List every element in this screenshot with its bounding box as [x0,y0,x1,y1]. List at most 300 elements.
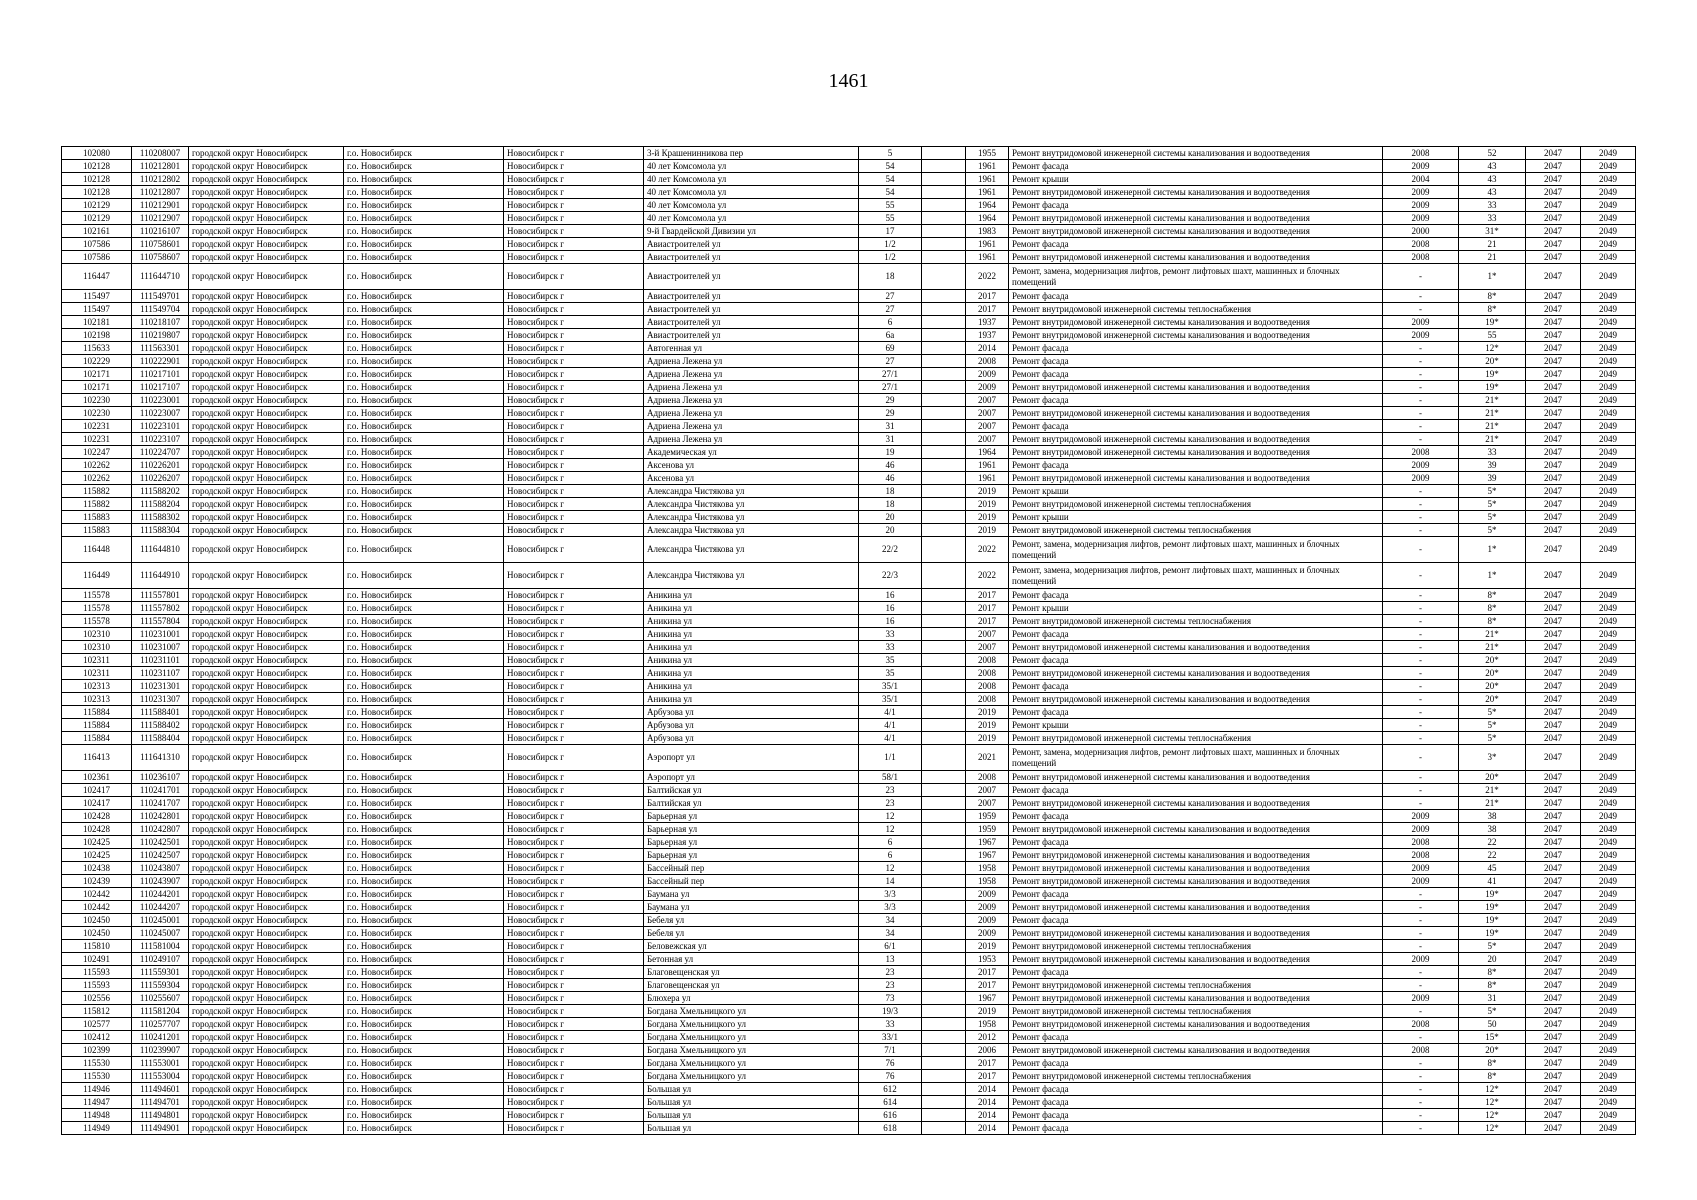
cell-house-id: 115882 [62,485,132,498]
table-row [62,524,1636,537]
cell-work-id: 110758607 [132,251,189,264]
cell-municipality: городской округ Новосибирск [189,693,344,706]
cell-house-number: 33 [859,641,922,654]
table-row [62,628,1636,641]
cell-street: Балтийская ул [644,797,859,810]
cell-house-id: 102450 [62,914,132,927]
cell-settlement: Новосибирск г [504,225,644,238]
cell-last-repair-year: - [1383,940,1459,953]
cell-building [922,849,966,862]
cell-settlement: Новосибирск г [504,199,644,212]
cell-plan-end-year: 2049 [1581,316,1636,329]
cell-plan-start-year: 2047 [1526,368,1581,381]
table-row [62,511,1636,524]
cell-house-number: 6 [859,849,922,862]
cell-plan-start-year: 2047 [1526,485,1581,498]
cell-street: 40 лет Комсомола ул [644,212,859,225]
cell-building [922,355,966,368]
cell-municipality: городской округ Новосибирск [189,589,344,602]
cell-plan-end-year: 2049 [1581,862,1636,875]
cell-locality-district: г.о. Новосибирск [344,1057,504,1070]
cell-locality-district: г.о. Новосибирск [344,810,504,823]
cell-house-id: 115578 [62,615,132,628]
cell-year-built: 2007 [966,628,1009,641]
cell-years-since-repair: 21* [1459,394,1526,407]
cell-last-repair-year: - [1383,420,1459,433]
cell-year-built: 2007 [966,433,1009,446]
cell-years-since-repair: 12* [1459,1096,1526,1109]
cell-work-type: Ремонт фасада [1009,1031,1383,1044]
cell-building [922,1070,966,1083]
cell-house-number: 55 [859,199,922,212]
cell-locality-district: г.о. Новосибирск [344,901,504,914]
cell-house-number: 22/2 [859,537,922,563]
cell-years-since-repair: 8* [1459,615,1526,628]
cell-street: Бебеля ул [644,914,859,927]
cell-year-built: 1967 [966,836,1009,849]
cell-house-number: 5 [859,147,922,160]
table-row [62,901,1636,914]
cell-year-built: 2017 [966,1057,1009,1070]
cell-plan-end-year: 2049 [1581,511,1636,524]
cell-year-built: 2014 [966,1083,1009,1096]
cell-settlement: Новосибирск г [504,615,644,628]
cell-years-since-repair: 38 [1459,810,1526,823]
cell-locality-district: г.о. Новосибирск [344,719,504,732]
cell-plan-end-year: 2049 [1581,264,1636,290]
cell-house-number: 35 [859,667,922,680]
cell-locality-district: г.о. Новосибирск [344,1070,504,1083]
cell-work-type: Ремонт внутридомовой инженерной системы канализования и водоотведения [1009,381,1383,394]
cell-years-since-repair: 8* [1459,979,1526,992]
cell-work-type: Ремонт внутридомовой инженерной системы теплоснабжения [1009,498,1383,511]
cell-building [922,147,966,160]
cell-house-number: 31 [859,433,922,446]
cell-last-repair-year: - [1383,589,1459,602]
cell-locality-district: г.о. Новосибирск [344,732,504,745]
cell-municipality: городской округ Новосибирск [189,615,344,628]
cell-building [922,368,966,381]
cell-year-built: 2008 [966,654,1009,667]
cell-house-id: 115578 [62,589,132,602]
cell-locality-district: г.о. Новосибирск [344,940,504,953]
cell-municipality: городской округ Новосибирск [189,381,344,394]
cell-work-type: Ремонт внутридомовой инженерной системы канализования и водоотведения [1009,446,1383,459]
cell-year-built: 2008 [966,693,1009,706]
cell-municipality: городской округ Новосибирск [189,316,344,329]
cell-year-built: 2009 [966,368,1009,381]
cell-work-type: Ремонт внутридомовой инженерной системы канализования и водоотведения [1009,771,1383,784]
cell-locality-district: г.о. Новосибирск [344,381,504,394]
cell-street: Авиастроителей ул [644,238,859,251]
cell-plan-end-year: 2049 [1581,368,1636,381]
cell-work-id: 110223101 [132,420,189,433]
cell-locality-district: г.о. Новосибирск [344,329,504,342]
cell-years-since-repair: 33 [1459,199,1526,212]
cell-plan-start-year: 2047 [1526,940,1581,953]
cell-last-repair-year: - [1383,290,1459,303]
cell-locality-district: г.о. Новосибирск [344,1031,504,1044]
cell-building [922,797,966,810]
cell-plan-end-year: 2049 [1581,888,1636,901]
table-row [62,719,1636,732]
cell-settlement: Новосибирск г [504,446,644,459]
cell-work-id: 110208007 [132,147,189,160]
cell-year-built: 1961 [966,186,1009,199]
cell-locality-district: г.о. Новосибирск [344,693,504,706]
cell-year-built: 2019 [966,511,1009,524]
cell-settlement: Новосибирск г [504,875,644,888]
cell-work-type: Ремонт внутридомовой инженерной системы канализования и водоотведения [1009,667,1383,680]
cell-work-id: 111557801 [132,589,189,602]
cell-plan-start-year: 2047 [1526,667,1581,680]
cell-plan-start-year: 2047 [1526,771,1581,784]
cell-house-id: 102428 [62,810,132,823]
cell-house-id: 115633 [62,342,132,355]
cell-house-number: 6а [859,329,922,342]
cell-year-built: 2009 [966,888,1009,901]
cell-last-repair-year: - [1383,537,1459,563]
table-row [62,940,1636,953]
cell-work-id: 111641310 [132,745,189,771]
table-row [62,212,1636,225]
cell-locality-district: г.о. Новосибирск [344,667,504,680]
cell-building [922,979,966,992]
cell-house-number: 614 [859,1096,922,1109]
cell-work-id: 111581004 [132,940,189,953]
cell-years-since-repair: 5* [1459,940,1526,953]
cell-year-built: 2014 [966,342,1009,355]
cell-settlement: Новосибирск г [504,147,644,160]
cell-building [922,901,966,914]
cell-last-repair-year: - [1383,355,1459,368]
cell-locality-district: г.о. Новосибирск [344,160,504,173]
cell-building [922,316,966,329]
cell-plan-start-year: 2047 [1526,992,1581,1005]
cell-year-built: 2017 [966,303,1009,316]
table-row [62,888,1636,901]
cell-house-number: 33/1 [859,1031,922,1044]
cell-municipality: городской округ Новосибирск [189,1005,344,1018]
cell-years-since-repair: 20* [1459,355,1526,368]
cell-last-repair-year: - [1383,719,1459,732]
cell-settlement: Новосибирск г [504,784,644,797]
cell-street: Аэропорт ул [644,745,859,771]
cell-plan-end-year: 2049 [1581,394,1636,407]
cell-street: Аникина ул [644,693,859,706]
cell-plan-start-year: 2047 [1526,316,1581,329]
cell-building [922,771,966,784]
cell-year-built: 2019 [966,498,1009,511]
table-row [62,238,1636,251]
cell-building [922,290,966,303]
table-row [62,589,1636,602]
cell-plan-end-year: 2049 [1581,927,1636,940]
cell-work-type: Ремонт внутридомовой инженерной системы канализования и водоотведения [1009,147,1383,160]
cell-plan-end-year: 2049 [1581,472,1636,485]
cell-street: Большая ул [644,1083,859,1096]
cell-plan-start-year: 2047 [1526,849,1581,862]
cell-years-since-repair: 5* [1459,485,1526,498]
cell-years-since-repair: 20 [1459,953,1526,966]
cell-plan-end-year: 2049 [1581,602,1636,615]
cell-years-since-repair: 39 [1459,472,1526,485]
cell-work-id: 111588401 [132,706,189,719]
cell-plan-start-year: 2047 [1526,589,1581,602]
cell-plan-start-year: 2047 [1526,511,1581,524]
cell-plan-start-year: 2047 [1526,654,1581,667]
cell-plan-end-year: 2049 [1581,498,1636,511]
cell-municipality: городской округ Новосибирск [189,667,344,680]
cell-years-since-repair: 1* [1459,537,1526,563]
cell-year-built: 2019 [966,706,1009,719]
cell-locality-district: г.о. Новосибирск [344,888,504,901]
cell-year-built: 2021 [966,745,1009,771]
cell-building [922,992,966,1005]
cell-work-id: 110236107 [132,771,189,784]
cell-years-since-repair: 45 [1459,862,1526,875]
cell-year-built: 2007 [966,797,1009,810]
cell-house-number: 16 [859,589,922,602]
cell-years-since-repair: 12* [1459,1083,1526,1096]
cell-settlement: Новосибирск г [504,589,644,602]
cell-year-built: 2017 [966,615,1009,628]
cell-plan-end-year: 2049 [1581,979,1636,992]
table-row [62,615,1636,628]
table-body [62,147,1636,1135]
cell-locality-district: г.о. Новосибирск [344,654,504,667]
cell-house-number: 35 [859,654,922,667]
cell-work-id: 111559301 [132,966,189,979]
cell-settlement: Новосибирск г [504,940,644,953]
cell-last-repair-year: - [1383,966,1459,979]
cell-plan-end-year: 2049 [1581,238,1636,251]
cell-plan-start-year: 2047 [1526,979,1581,992]
cell-street: Арбузова ул [644,732,859,745]
cell-house-id: 102161 [62,225,132,238]
cell-years-since-repair: 1* [1459,264,1526,290]
cell-house-number: 18 [859,485,922,498]
cell-house-number: 23 [859,784,922,797]
table-row [62,1070,1636,1083]
cell-year-built: 1955 [966,147,1009,160]
table-row [62,264,1636,290]
cell-street: Большая ул [644,1109,859,1122]
cell-years-since-repair: 21* [1459,628,1526,641]
cell-work-id: 111644910 [132,563,189,589]
table-row [62,641,1636,654]
cell-years-since-repair: 33 [1459,446,1526,459]
cell-settlement: Новосибирск г [504,719,644,732]
cell-house-number: 33 [859,628,922,641]
cell-locality-district: г.о. Новосибирск [344,875,504,888]
cell-house-number: 23 [859,979,922,992]
cell-work-type: Ремонт внутридомовой инженерной системы теплоснабжения [1009,615,1383,628]
cell-house-id: 102438 [62,862,132,875]
cell-plan-end-year: 2049 [1581,914,1636,927]
table-row [62,381,1636,394]
cell-locality-district: г.о. Новосибирск [344,290,504,303]
cell-work-id: 110219807 [132,329,189,342]
cell-locality-district: г.о. Новосибирск [344,966,504,979]
table-row [62,953,1636,966]
cell-street: Адриена Лежена ул [644,368,859,381]
cell-house-id: 107586 [62,238,132,251]
cell-plan-start-year: 2047 [1526,732,1581,745]
cell-years-since-repair: 5* [1459,706,1526,719]
cell-work-type: Ремонт внутридомовой инженерной системы канализования и водоотведения [1009,953,1383,966]
cell-locality-district: г.о. Новосибирск [344,589,504,602]
cell-plan-end-year: 2049 [1581,1031,1636,1044]
cell-plan-start-year: 2047 [1526,901,1581,914]
cell-house-number: 19/3 [859,1005,922,1018]
cell-locality-district: г.о. Новосибирск [344,446,504,459]
cell-plan-end-year: 2049 [1581,186,1636,199]
cell-plan-start-year: 2047 [1526,160,1581,173]
cell-municipality: городской округ Новосибирск [189,927,344,940]
cell-last-repair-year: 2008 [1383,446,1459,459]
table-row [62,966,1636,979]
cell-year-built: 2008 [966,771,1009,784]
cell-work-id: 110212907 [132,212,189,225]
cell-house-id: 102231 [62,420,132,433]
cell-last-repair-year: - [1383,745,1459,771]
cell-municipality: городской округ Новосибирск [189,1070,344,1083]
cell-work-id: 110245001 [132,914,189,927]
repair-schedule-table [61,146,1636,1135]
cell-years-since-repair: 50 [1459,1018,1526,1031]
table-row [62,602,1636,615]
cell-street: Аникина ул [644,641,859,654]
cell-last-repair-year: - [1383,615,1459,628]
cell-house-number: 12 [859,862,922,875]
cell-plan-end-year: 2049 [1581,1070,1636,1083]
cell-plan-start-year: 2047 [1526,1005,1581,1018]
cell-last-repair-year: 2004 [1383,173,1459,186]
cell-plan-end-year: 2049 [1581,992,1636,1005]
cell-building [922,342,966,355]
cell-plan-end-year: 2049 [1581,706,1636,719]
cell-last-repair-year: - [1383,264,1459,290]
cell-work-id: 111557802 [132,602,189,615]
cell-settlement: Новосибирск г [504,706,644,719]
cell-work-type: Ремонт фасада [1009,342,1383,355]
table-row [62,355,1636,368]
cell-last-repair-year: - [1383,433,1459,446]
cell-plan-end-year: 2049 [1581,303,1636,316]
cell-year-built: 1967 [966,849,1009,862]
cell-years-since-repair: 20* [1459,680,1526,693]
cell-year-built: 2017 [966,602,1009,615]
cell-plan-start-year: 2047 [1526,173,1581,186]
cell-house-id: 102310 [62,628,132,641]
cell-plan-end-year: 2049 [1581,1109,1636,1122]
cell-plan-end-year: 2049 [1581,589,1636,602]
cell-years-since-repair: 8* [1459,589,1526,602]
cell-house-number: 19 [859,446,922,459]
cell-work-type: Ремонт фасада [1009,784,1383,797]
cell-work-type: Ремонт внутридомовой инженерной системы канализования и водоотведения [1009,433,1383,446]
cell-last-repair-year: - [1383,979,1459,992]
cell-work-type: Ремонт фасада [1009,1057,1383,1070]
cell-house-number: 1/2 [859,238,922,251]
cell-work-type: Ремонт внутридомовой инженерной системы канализования и водоотведения [1009,316,1383,329]
table-row [62,1005,1636,1018]
cell-locality-district: г.о. Новосибирск [344,953,504,966]
cell-municipality: городской округ Новосибирск [189,836,344,849]
cell-locality-district: г.о. Новосибирск [344,485,504,498]
cell-plan-start-year: 2047 [1526,719,1581,732]
cell-municipality: городской округ Новосибирск [189,901,344,914]
table-row [62,706,1636,719]
cell-last-repair-year: - [1383,563,1459,589]
cell-house-number: 20 [859,524,922,537]
cell-plan-end-year: 2049 [1581,199,1636,212]
cell-building [922,407,966,420]
cell-plan-end-year: 2049 [1581,693,1636,706]
cell-last-repair-year: - [1383,901,1459,914]
cell-house-id: 115530 [62,1057,132,1070]
cell-work-type: Ремонт фасада [1009,459,1383,472]
cell-plan-start-year: 2047 [1526,810,1581,823]
cell-building [922,589,966,602]
cell-street: Баумана ул [644,901,859,914]
cell-house-id: 114946 [62,1083,132,1096]
cell-work-id: 110241707 [132,797,189,810]
cell-year-built: 1964 [966,446,1009,459]
cell-settlement: Новосибирск г [504,888,644,901]
cell-building [922,1018,966,1031]
cell-street: Александра Чистякова ул [644,563,859,589]
cell-plan-end-year: 2049 [1581,901,1636,914]
cell-years-since-repair: 20* [1459,667,1526,680]
cell-house-number: 3/3 [859,901,922,914]
cell-plan-start-year: 2047 [1526,1018,1581,1031]
cell-street: Александра Чистякова ул [644,485,859,498]
cell-house-id: 115884 [62,719,132,732]
cell-locality-district: г.о. Новосибирск [344,173,504,186]
cell-work-type: Ремонт фасада [1009,1096,1383,1109]
cell-last-repair-year: - [1383,381,1459,394]
cell-last-repair-year: - [1383,602,1459,615]
cell-building [922,1005,966,1018]
cell-plan-start-year: 2047 [1526,186,1581,199]
cell-work-id: 110217101 [132,368,189,381]
table-row [62,251,1636,264]
cell-plan-start-year: 2047 [1526,628,1581,641]
cell-plan-end-year: 2049 [1581,537,1636,563]
cell-settlement: Новосибирск г [504,979,644,992]
cell-work-type: Ремонт внутридомовой инженерной системы канализования и водоотведения [1009,875,1383,888]
cell-locality-district: г.о. Новосибирск [344,992,504,1005]
cell-settlement: Новосибирск г [504,953,644,966]
cell-locality-district: г.о. Новосибирск [344,498,504,511]
cell-locality-district: г.о. Новосибирск [344,1044,504,1057]
cell-years-since-repair: 12* [1459,342,1526,355]
cell-last-repair-year: - [1383,394,1459,407]
cell-building [922,1122,966,1135]
cell-last-repair-year: 2009 [1383,823,1459,836]
cell-municipality: городской округ Новосибирск [189,732,344,745]
cell-years-since-repair: 8* [1459,602,1526,615]
cell-work-id: 110222901 [132,355,189,368]
cell-building [922,563,966,589]
cell-street: Аникина ул [644,654,859,667]
cell-street: Александра Чистякова ул [644,537,859,563]
cell-plan-start-year: 2047 [1526,875,1581,888]
cell-year-built: 2019 [966,524,1009,537]
cell-work-type: Ремонт фасада [1009,589,1383,602]
